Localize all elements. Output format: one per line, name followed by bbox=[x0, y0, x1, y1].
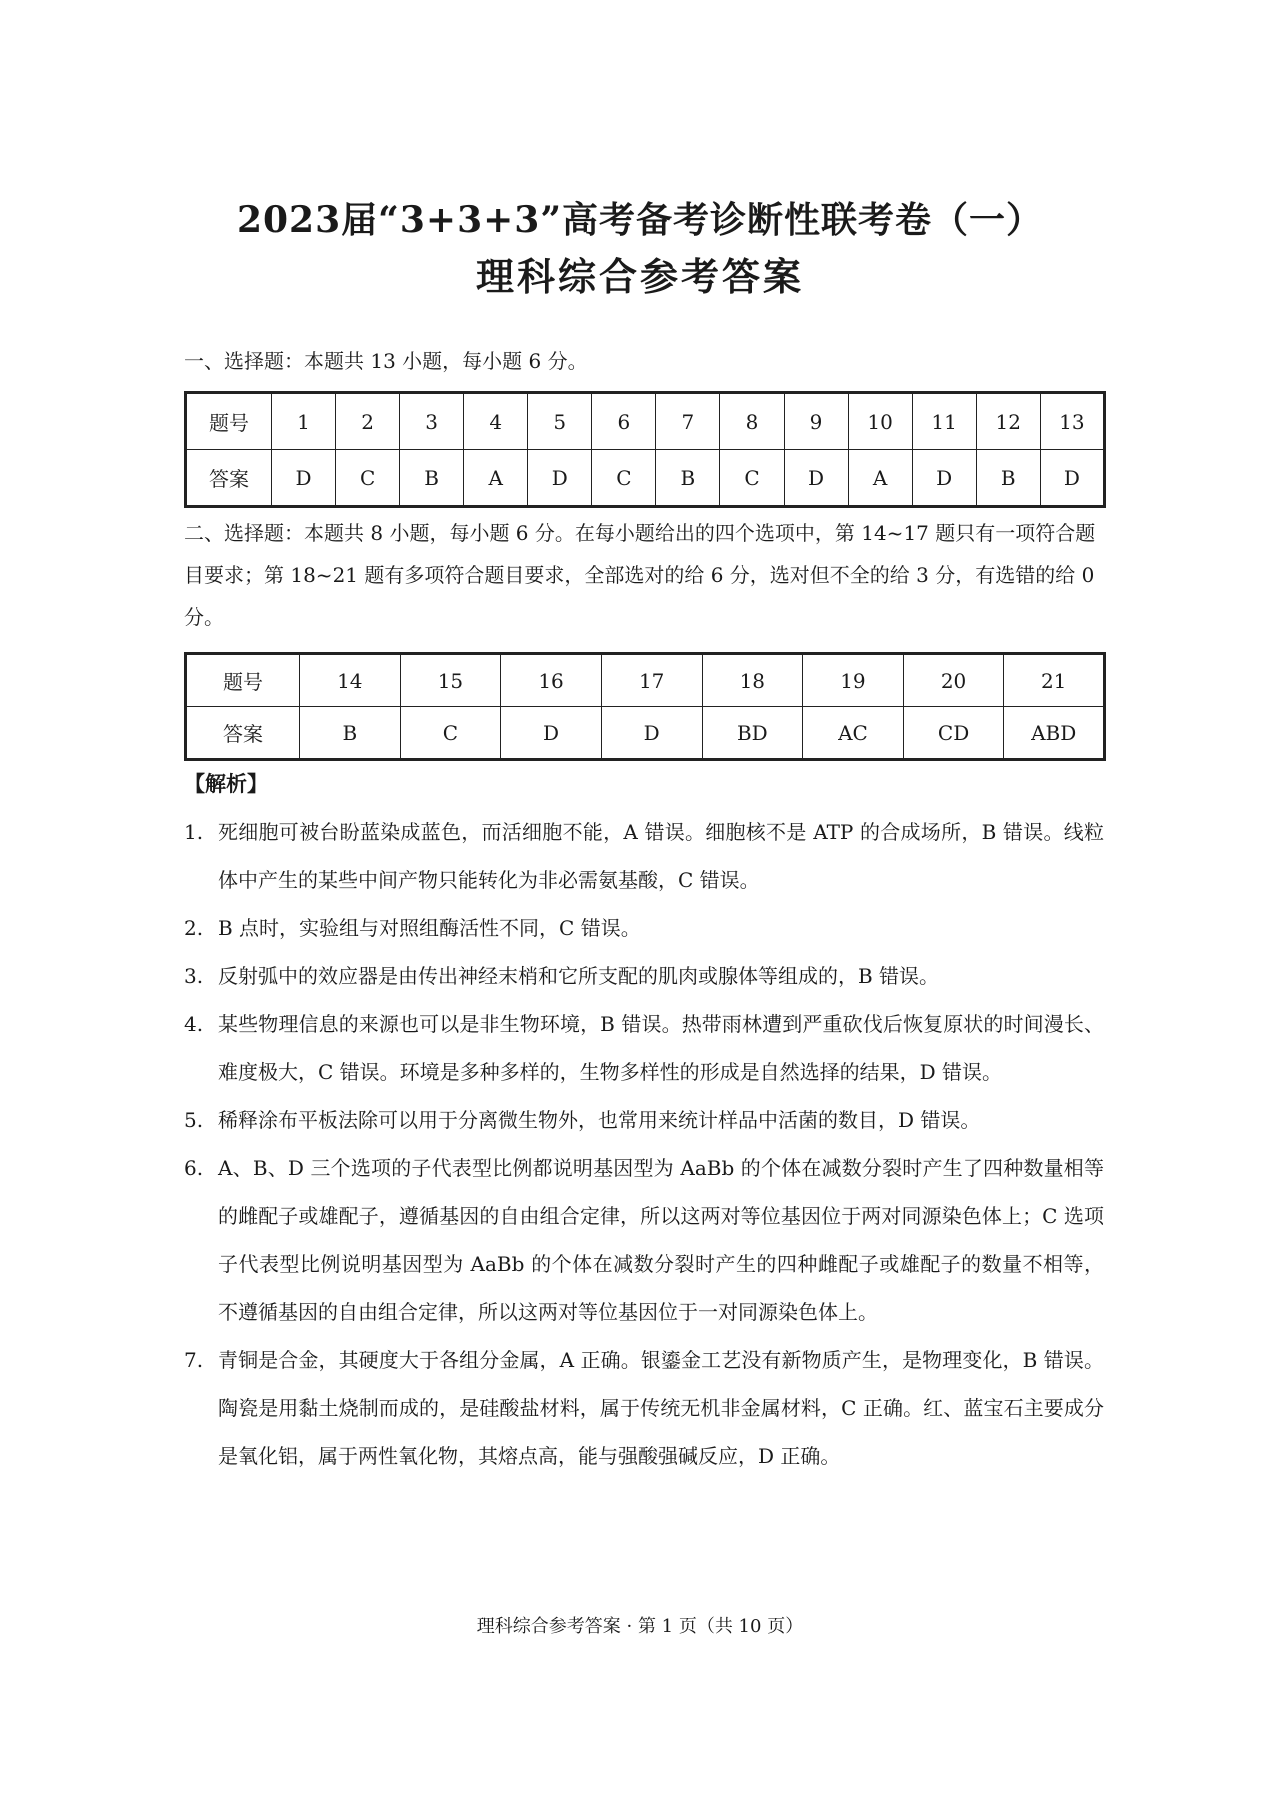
page-title: 2023届“3+3+3”高考备考诊断性联考卷（一） bbox=[236, 199, 1044, 241]
answer-cell: B bbox=[300, 707, 401, 760]
table-row bbox=[186, 707, 1105, 760]
section1-answer-table bbox=[184, 391, 1106, 508]
item-number: 2. bbox=[184, 916, 204, 940]
analysis-heading: 【解析】 bbox=[184, 771, 268, 796]
section1-heading: 一、选择题：本题共 13 小题，每小题 6 分。 bbox=[184, 349, 588, 373]
item-text: B 点时，实验组与对照组酶活性不同，C 错误。 bbox=[218, 916, 641, 940]
page-subtitle: 理科综合参考答案 bbox=[475, 254, 804, 299]
item-text: A、B、D 三个选项的子代表型比例都说明基因型为 AaBb 的个体在减数分裂时产生了四种数量相等的雌配子或雄配子，遵循基因的自由组合定律，所以这两对等位基因位于两对同源染色体上；C 选项子代表型比例说明基因型为 AaBb 的个体在减数分裂时产生的四种雌配子或雄配子的数量不相等，不遵循基因的自由组合定律，所以这两对等位基因位于一对同源染色体上。 bbox=[218, 1156, 1104, 1324]
answer-cell: D bbox=[272, 450, 336, 507]
row-label-answer: 答案 bbox=[186, 707, 300, 760]
list-item bbox=[184, 904, 1104, 952]
answer-cell: ABD bbox=[1004, 707, 1105, 760]
table-row bbox=[186, 450, 1105, 507]
answer-cell: D bbox=[501, 707, 602, 760]
answer-cell: B bbox=[400, 450, 464, 507]
answer-cell: A bbox=[848, 450, 912, 507]
row-label-answer: 答案 bbox=[186, 450, 272, 507]
answer-cell: C bbox=[336, 450, 400, 507]
question-number-cell: 7 bbox=[656, 393, 720, 450]
question-number-cell: 2 bbox=[336, 393, 400, 450]
item-text: 稀释涂布平板法除可以用于分离微生物外，也常用来统计样品中活菌的数目，D 错误。 bbox=[218, 1108, 981, 1132]
question-number-cell: 1 bbox=[272, 393, 336, 450]
answer-cell: BD bbox=[702, 707, 803, 760]
item-text: 青铜是合金，其硬度大于各组分金属，A 正确。银鎏金工艺没有新物质产生，是物理变化，B 错误。陶瓷是用黏土烧制而成的，是硅酸盐材料，属于传统无机非金属材料，C 正确。红、蓝宝石主要成分是氧化铝，属于两性氧化物，其熔点高，能与强酸强碱反应，D 正确。 bbox=[218, 1348, 1104, 1468]
item-number: 4. bbox=[184, 1012, 204, 1036]
section2-answer-table bbox=[184, 652, 1106, 761]
list-item bbox=[184, 1336, 1104, 1480]
item-number: 1. bbox=[184, 820, 204, 844]
answer-cell: B bbox=[656, 450, 720, 507]
question-number-cell: 3 bbox=[400, 393, 464, 450]
list-item bbox=[184, 1000, 1104, 1096]
question-number-cell: 4 bbox=[464, 393, 528, 450]
answer-cell: CD bbox=[903, 707, 1004, 760]
item-number: 3. bbox=[184, 964, 204, 988]
row-label-question: 题号 bbox=[186, 654, 300, 707]
question-number-cell: 12 bbox=[976, 393, 1040, 450]
question-number-cell: 21 bbox=[1004, 654, 1105, 707]
table-row bbox=[186, 393, 1105, 450]
list-item bbox=[184, 808, 1104, 904]
question-number-cell: 9 bbox=[784, 393, 848, 450]
analysis-list bbox=[184, 808, 1104, 1480]
table-row bbox=[186, 654, 1105, 707]
answer-cell: C bbox=[720, 450, 784, 507]
list-item bbox=[184, 1096, 1104, 1144]
item-text: 死细胞可被台盼蓝染成蓝色，而活细胞不能，A 错误。细胞核不是 ATP 的合成场所，B 错误。线粒体中产生的某些中间产物只能转化为非必需氨基酸，C 错误。 bbox=[218, 820, 1104, 892]
answer-cell: C bbox=[592, 450, 656, 507]
answer-cell: D bbox=[1040, 450, 1104, 507]
item-text: 反射弧中的效应器是由传出神经末梢和它所支配的肌肉或腺体等组成的，B 错误。 bbox=[218, 964, 940, 988]
question-number-cell: 6 bbox=[592, 393, 656, 450]
answer-cell: D bbox=[912, 450, 976, 507]
item-text: 某些物理信息的来源也可以是非生物环境，B 错误。热带雨林遭到严重砍伐后恢复原状的时间漫长、难度极大，C 错误。环境是多种多样的，生物多样性的形成是自然选择的结果，D 错误。 bbox=[218, 1012, 1104, 1084]
row-label-question: 题号 bbox=[186, 393, 272, 450]
answer-cell: D bbox=[601, 707, 702, 760]
answer-cell: AC bbox=[803, 707, 904, 760]
question-number-cell: 19 bbox=[803, 654, 904, 707]
list-item bbox=[184, 952, 1104, 1000]
item-number: 5. bbox=[184, 1108, 204, 1132]
question-number-cell: 16 bbox=[501, 654, 602, 707]
question-number-cell: 14 bbox=[300, 654, 401, 707]
question-number-cell: 10 bbox=[848, 393, 912, 450]
answer-cell: C bbox=[400, 707, 501, 760]
question-number-cell: 5 bbox=[528, 393, 592, 450]
answer-cell: B bbox=[976, 450, 1040, 507]
question-number-cell: 17 bbox=[601, 654, 702, 707]
item-number: 7. bbox=[184, 1348, 204, 1372]
question-number-cell: 11 bbox=[912, 393, 976, 450]
question-number-cell: 8 bbox=[720, 393, 784, 450]
question-number-cell: 13 bbox=[1040, 393, 1104, 450]
answer-cell: D bbox=[528, 450, 592, 507]
list-item bbox=[184, 1144, 1104, 1336]
page-footer: 理科综合参考答案 · 第 1 页（共 10 页） bbox=[476, 1616, 804, 1637]
answer-cell: A bbox=[464, 450, 528, 507]
question-number-cell: 20 bbox=[903, 654, 1004, 707]
item-number: 6. bbox=[184, 1156, 204, 1180]
question-number-cell: 15 bbox=[400, 654, 501, 707]
question-number-cell: 18 bbox=[702, 654, 803, 707]
answer-cell: D bbox=[784, 450, 848, 507]
section2-heading: 二、选择题：本题共 8 小题，每小题 6 分。在每小题给出的四个选项中，第 14~17 题只有一项符合题目要求；第 18~21 题有多项符合题目要求，全部选对的给 6 分，选对但不全的给 3 分，有选错的给 0 分。 bbox=[184, 521, 1096, 629]
